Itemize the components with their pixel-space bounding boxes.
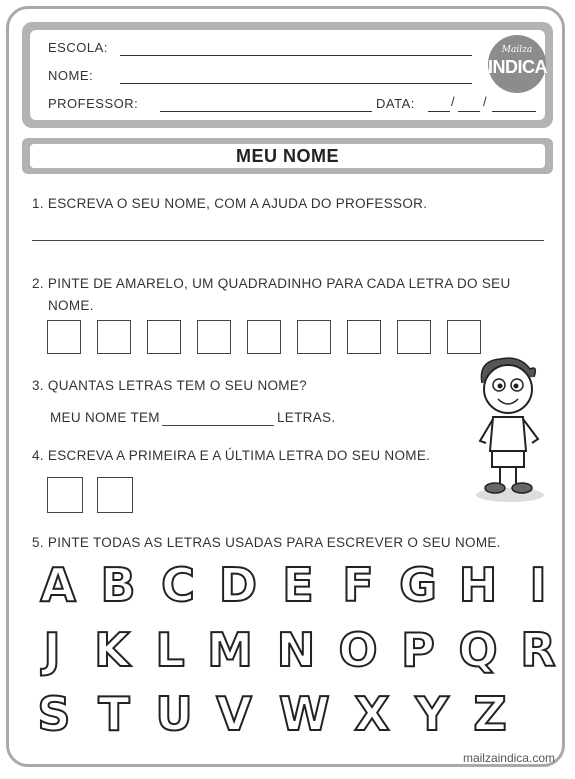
letter-square[interactable]	[97, 320, 131, 354]
date-month-line[interactable]	[458, 111, 480, 112]
letter-m[interactable]: M	[207, 623, 253, 677]
letter-r[interactable]: R	[520, 623, 556, 677]
letter-d[interactable]: D	[218, 558, 258, 612]
date-day-line[interactable]	[428, 111, 450, 112]
answer-prefix: MEU NOME TEM	[50, 410, 160, 425]
letter-o[interactable]: O	[338, 623, 378, 677]
name-line[interactable]	[120, 83, 472, 84]
name-answer-line[interactable]	[32, 240, 544, 241]
letter-c[interactable]: C	[161, 558, 195, 612]
page-title: MEU NOME	[30, 144, 545, 168]
question-3: 3. QUANTAS LETRAS TEM O SEU NOME?	[32, 378, 307, 393]
letter-t[interactable]: T	[98, 687, 130, 741]
date-label: DATA:	[376, 96, 415, 111]
school-label: ESCOLA:	[48, 40, 108, 55]
teacher-line[interactable]	[160, 111, 372, 112]
letter-square[interactable]	[197, 320, 231, 354]
letter-square[interactable]	[47, 320, 81, 354]
letter-square[interactable]	[447, 320, 481, 354]
logo-bottom-text: INDICA	[488, 57, 547, 77]
school-line[interactable]	[120, 55, 472, 56]
title-bar	[22, 138, 553, 174]
letter-count-line[interactable]	[162, 425, 274, 426]
first-letter-square[interactable]	[47, 477, 83, 513]
question-4: 4. ESCREVA A PRIMEIRA E A ÚLTIMA LETRA DO SEU NOME.	[32, 448, 431, 463]
letter-y[interactable]: Y	[415, 687, 449, 741]
letter-q[interactable]: Q	[458, 623, 498, 677]
teacher-label: PROFESSOR:	[48, 96, 139, 111]
letter-j[interactable]: J	[43, 623, 61, 677]
date-slash: /	[483, 94, 488, 109]
letter-i[interactable]: I	[529, 558, 547, 612]
question-5: 5. PINTE TODAS AS LETRAS USADAS PARA ESCREVER O SEU NOME.	[32, 535, 501, 550]
letter-h[interactable]: H	[458, 558, 498, 612]
last-letter-square[interactable]	[97, 477, 133, 513]
question-2-cont: NOME.	[48, 298, 94, 313]
header-panel	[22, 22, 553, 128]
letter-g[interactable]: G	[399, 558, 437, 612]
letter-square[interactable]	[297, 320, 331, 354]
letter-z[interactable]: Z	[473, 687, 507, 741]
answer-suffix: LETRAS.	[277, 410, 336, 425]
letter-f[interactable]: F	[342, 558, 374, 612]
letter-p[interactable]: P	[401, 623, 435, 677]
question-1: 1. ESCREVA O SEU NOME, COM A AJUDA DO PROFESSOR.	[32, 196, 428, 211]
letter-e[interactable]: E	[282, 558, 314, 612]
letter-square[interactable]	[397, 320, 431, 354]
date-slash: /	[451, 94, 456, 109]
letter-square[interactable]	[247, 320, 281, 354]
date-year-line[interactable]	[492, 111, 536, 112]
footer-website: mailzaindica.com	[462, 751, 555, 765]
letter-v[interactable]: V	[216, 687, 252, 741]
letter-k[interactable]: K	[94, 623, 130, 677]
letter-b[interactable]: B	[100, 558, 136, 612]
brand-logo	[488, 35, 546, 93]
boy-illustration	[468, 355, 548, 505]
logo-top-text: Mailza	[501, 45, 533, 55]
letter-l[interactable]: L	[155, 623, 185, 677]
letter-square[interactable]	[347, 320, 381, 354]
letter-x[interactable]: X	[354, 687, 390, 741]
question-2: 2. PINTE DE AMARELO, UM QUADRADINHO PARA CADA LETRA DO SEU	[32, 276, 511, 291]
letter-square[interactable]	[147, 320, 181, 354]
header-fields	[30, 30, 545, 120]
letter-w[interactable]: W	[279, 687, 330, 741]
letter-u[interactable]: U	[155, 687, 193, 741]
name-label: NOME:	[48, 68, 94, 83]
letter-a[interactable]: A	[40, 558, 76, 612]
letter-n[interactable]: N	[276, 623, 316, 677]
letter-s[interactable]: S	[37, 687, 71, 741]
